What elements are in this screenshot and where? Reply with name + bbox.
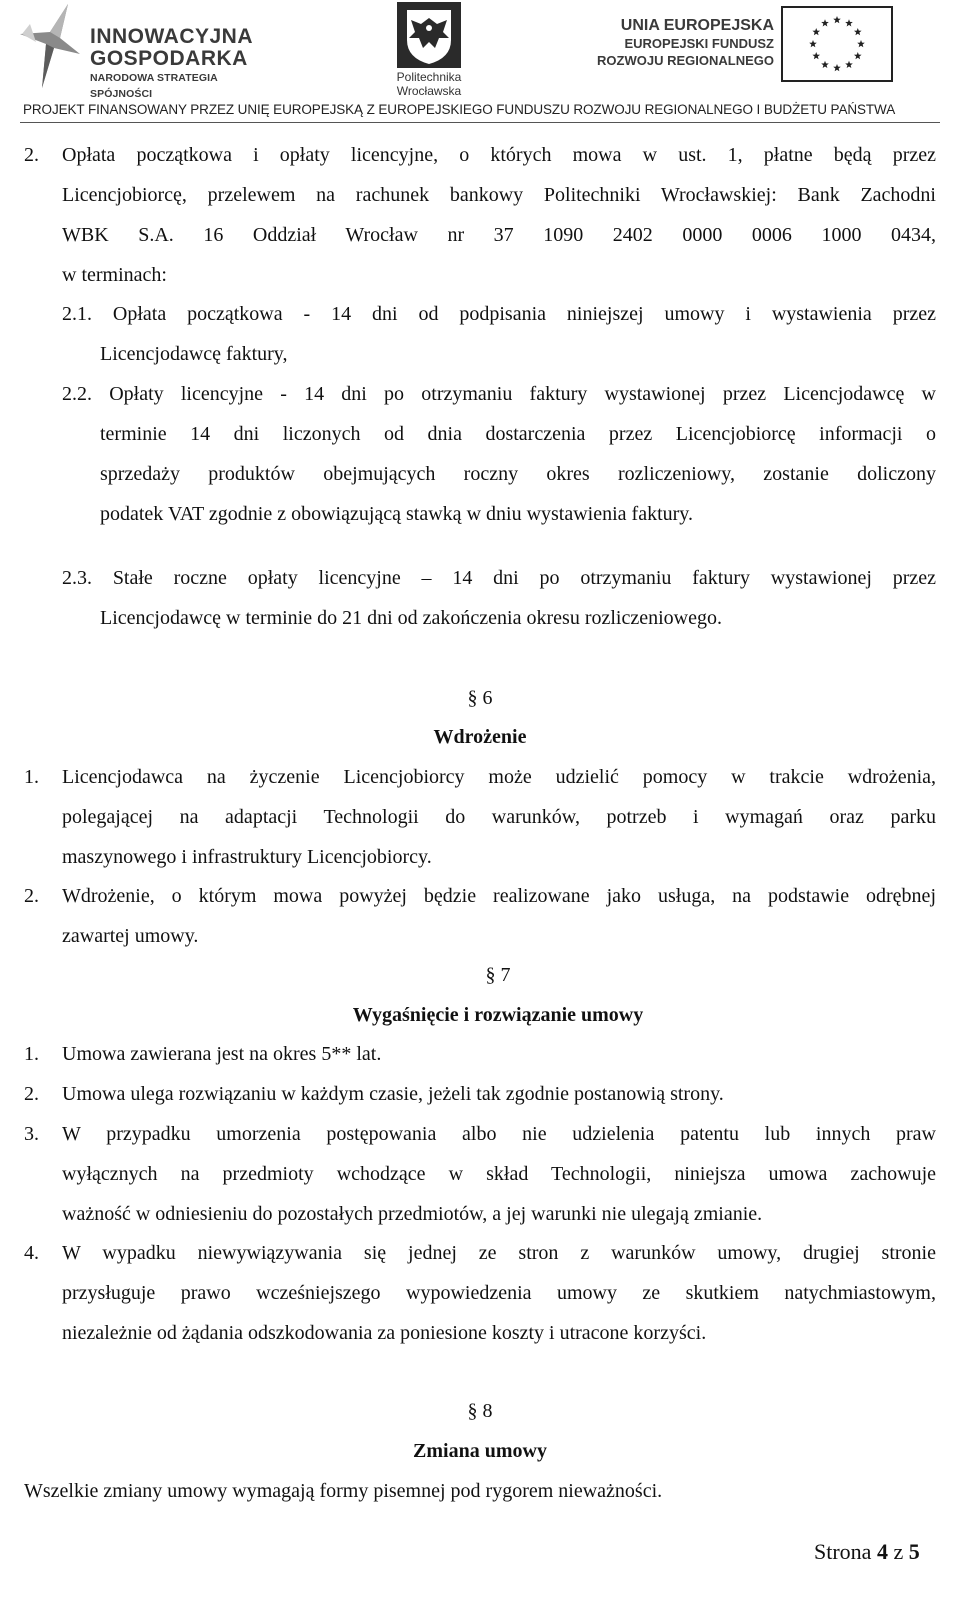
total-pages: 5 <box>908 1539 920 1564</box>
item-number: 2. <box>24 1083 39 1105</box>
eu-star-icon <box>833 64 841 71</box>
text-line: 2.3. Stałe roczne opłaty licencyjne – 14 dni po otrzymaniu faktury wystawionej przez <box>62 567 936 589</box>
text-line: terminie 14 dni liczonych od dnia dostarczenia przez Licencjobiorcę informacji o <box>100 423 936 445</box>
text-line: niezależnie od żądania odszkodowania za poniesione koszty i utracone korzyści. <box>62 1322 707 1344</box>
text-line: sprzedaży produktów obejmujących roczny okres rozliczeniowy, zostanie doliczony <box>100 463 936 485</box>
text-line: Umowa zawierana jest na okres 5** lat. <box>62 1043 382 1065</box>
section-8-mark: § 8 <box>467 1400 493 1422</box>
funding-statement: PROJEKT FINANSOWANY PRZEZ UNIĘ EUROPEJSKĄ Z EUROPEJSKIEGO FUNDUSZU ROZWOJU REGIONALNEGO I BUDŻETU PAŃSTWA <box>23 102 896 117</box>
logo-right-line3: ROZWOJU REGIONALNEGO <box>597 53 774 68</box>
text-line: zawartej umowy. <box>62 925 199 947</box>
text-line: maszynowego i infrastruktury Licencjobiorcy. <box>62 846 432 868</box>
text-line: Opłata początkowa i opłaty licencyjne, o których mowa w ust. 1, płatne będą przez <box>62 144 936 166</box>
text-line: Umowa ulega rozwiązaniu w każdym czasie, jeżeli tak zgodnie postanowią strony. <box>62 1083 724 1105</box>
paragraph-2-2 <box>62 374 936 534</box>
paragraph-2 <box>24 135 936 295</box>
logo-right-line2: EUROPEJSKI FUNDUSZ <box>624 36 774 51</box>
eagle-crest-icon <box>397 2 461 68</box>
eu-star-icon <box>812 52 820 59</box>
section-6-item-2 <box>24 876 936 956</box>
section-8-title: Zmiana umowy <box>413 1440 547 1462</box>
page-header <box>0 0 960 126</box>
section-8-text <box>24 1471 936 1511</box>
text-line: przysługuje prawo wcześniejszego wypowiedzenia umowy ze skutkiem natychmiastowym, <box>62 1282 936 1304</box>
text-line: ważność w odniesieniu do pozostałych przedmiotów, a jej warunki nie ulegają zmianie. <box>62 1203 763 1225</box>
logo-center-line1: Politechnika <box>396 70 462 84</box>
eu-star-icon <box>854 28 862 35</box>
logo-left-line2: GOSPODARKA <box>90 47 248 70</box>
innowacyjna-gospodarka-logo <box>20 4 270 100</box>
section-6-mark: § 6 <box>467 687 493 709</box>
logo-center-line2: Wrocławska <box>396 84 462 98</box>
eu-star-icon <box>833 16 841 23</box>
star-emblem-icon <box>20 4 90 90</box>
eu-flag-icon <box>781 6 893 82</box>
section-6-title: Wdrożenie <box>433 726 527 748</box>
item-number: 4. <box>24 1242 39 1264</box>
section-7-item-3 <box>24 1114 936 1234</box>
text-line: podatek VAT zgodnie z obowiązującą stawką w dniu wystawienia faktury. <box>100 503 693 525</box>
eu-star-icon <box>812 28 820 35</box>
item-number: 1. <box>24 1043 39 1065</box>
item-number: 3. <box>24 1123 39 1145</box>
text-line: WBK S.A. 16 Oddział Wrocław nr 37 1090 2402 0000 0006 1000 0434, <box>62 224 936 246</box>
text-line: Licencjodawcę w terminie do 21 dni od zakończenia okresu rozliczeniowego. <box>100 607 722 629</box>
text-line: Licencjobiorcę, przelewem na rachunek bankowy Politechniki Wrocławskiej: Bank Zachodni <box>62 184 936 206</box>
logo-left-line3: NARODOWA STRATEGIA SPÓJNOŚCI <box>90 72 218 100</box>
item-number: 2. <box>24 885 39 907</box>
eu-star-icon <box>845 19 853 26</box>
text-line: Wszelkie zmiany umowy wymagają formy pisemnej pod rygorem nieważności. <box>24 1480 663 1502</box>
text-line: Wdrożenie, o którym mowa powyżej będzie realizowane jako usługa, na podstawie odrębnej <box>62 885 936 907</box>
section-6-item-1 <box>24 757 936 877</box>
text-line: 2.2. Opłaty licencyjne - 14 dni po otrzymaniu faktury wystawionej przez Licencjodawcę w <box>62 383 936 405</box>
text-line: Licencjodawca na życzenie Licencjobiorcy może udzielić pomocy w trakcie wdrożenia, <box>62 766 936 788</box>
current-page: 4 <box>876 1539 888 1564</box>
paragraph-2-1 <box>62 294 936 374</box>
eu-star-icon <box>845 61 853 68</box>
header-divider <box>20 122 940 123</box>
text-line: W przypadku umorzenia postępowania albo nie udzielenia patentu lub innych praw <box>62 1123 936 1145</box>
eu-star-icon <box>854 52 862 59</box>
section-7-title: Wygaśnięcie i rozwiązanie umowy <box>352 1004 644 1026</box>
text-line: W wypadku niewywiązywania się jednej ze stron z warunków umowy, drugiej stronie <box>62 1242 936 1264</box>
eu-star-icon <box>821 19 829 26</box>
eu-star-icon <box>809 40 817 47</box>
text-line: 2.1. Opłata początkowa - 14 dni od podpisania niniejszej umowy i wystawienia przez <box>62 303 936 325</box>
politechnika-wroclawska-logo <box>383 2 475 98</box>
eu-star-icon <box>857 40 865 47</box>
unia-europejska-logo <box>586 6 960 86</box>
section-7-item-1 <box>24 1034 936 1074</box>
section-7-mark: § 7 <box>485 964 511 986</box>
page-separator: z <box>893 1539 904 1564</box>
page-number <box>814 1539 920 1565</box>
paragraph-2-3 <box>62 558 936 638</box>
section-7-item-2 <box>24 1074 936 1114</box>
logo-right-line1: UNIA EUROPEJSKA <box>620 17 774 34</box>
section-7-item-4 <box>24 1233 936 1353</box>
text-line: Licencjodawcę faktury, <box>100 343 288 365</box>
logo-left-line1: INNOWACYJNA <box>90 25 254 48</box>
page-prefix: Strona <box>814 1539 872 1564</box>
eu-star-icon <box>821 61 829 68</box>
text-line: w terminach: <box>62 264 167 286</box>
text-line: wyłącznych na przedmioty wchodzące w skład Technologii, niniejsza umowa zachowuje <box>62 1163 936 1185</box>
text-line: polegającej na adaptacji Technologii do warunków, potrzeb i wymagań oraz parku <box>62 806 936 828</box>
item-number: 2. <box>24 144 39 166</box>
item-number: 1. <box>24 766 39 788</box>
